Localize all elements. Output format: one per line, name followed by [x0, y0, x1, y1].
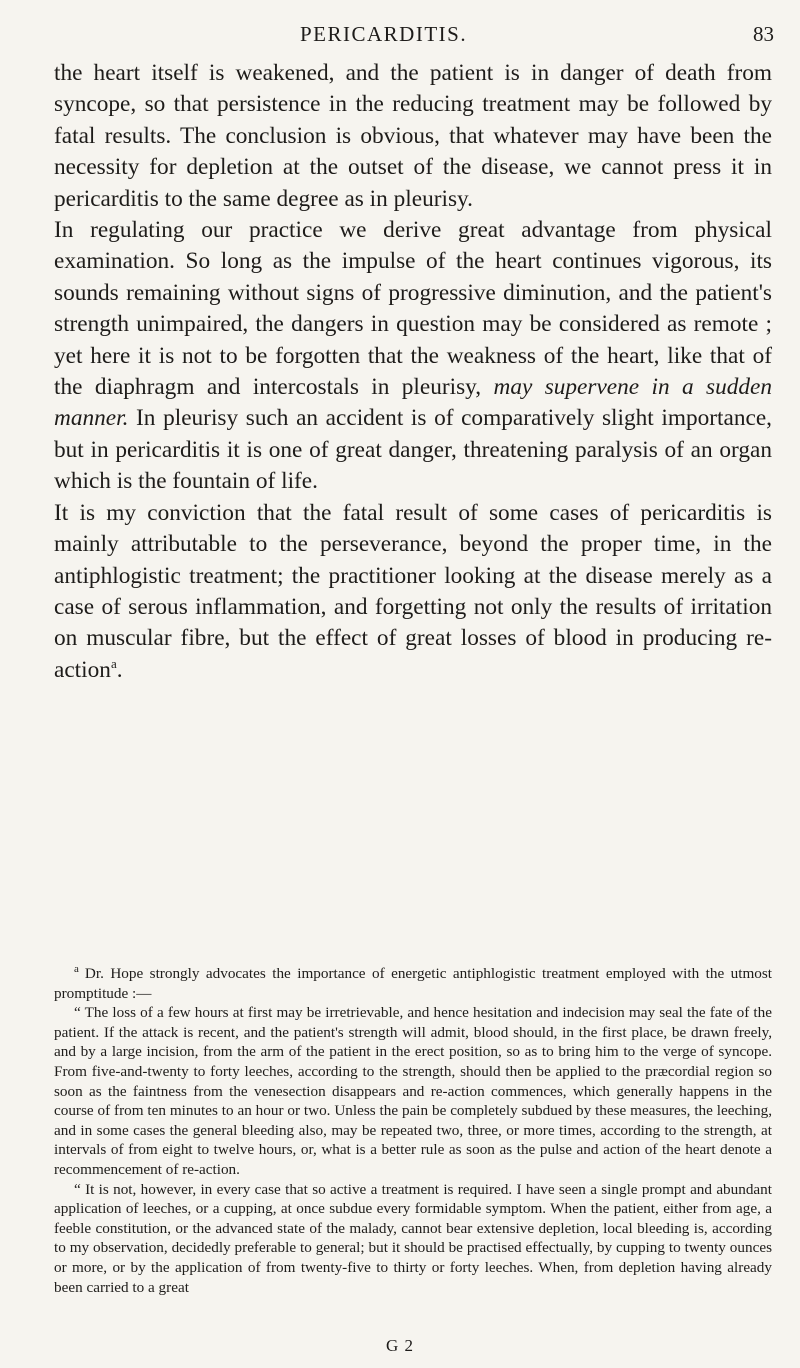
paragraph-3-end: . — [116, 656, 123, 683]
running-header — [0, 22, 800, 50]
footnote-quote-2: “ It is not, however, in every case that so active a treatment is required. I have seen a single prompt and abundant application of leeches, or a cupping, at once subdue every formidable symptom. When the patient, either from age, a feeble constitution, or the advanced state of the malady, cannot bear extensive depletion, local bleeding is, according to my observation, decidedly preferable to general; but it should be practised effectually, by cupping to twenty ounces or more, or by the application of from twenty-five to thirty or forty leeches. When, from depletion having already been carried to a great — [54, 1180, 772, 1296]
paragraph-3 — [54, 498, 772, 686]
running-title: PERICARDITIS. — [300, 22, 468, 46]
paragraph-2-italic: may supervene in a sudden manner. — [54, 374, 772, 432]
paragraph-1: the heart itself is weakened, and the patient is in danger of death from syncope, so that persistence in the reducing treatment may be followed by fatal results. The conclusion is obvious, that whatever may have been the necessity for depletion at the outset of the disease, we cannot press it in pericarditis to the same degree as in pleurisy. — [54, 60, 772, 212]
page-number: 83 — [753, 22, 774, 46]
footnote-intro — [54, 964, 772, 1003]
footnote-marker: a — [74, 962, 79, 975]
signature-mark: G 2 — [385, 1336, 415, 1355]
footnote-intro-text: Dr. Hope strongly advocates the importance of energetic antiphlogistic treatment employed with the utmost promptitude :— — [54, 965, 772, 1002]
paragraph-3-text: It is my conviction that the fatal result of some cases of pericarditis is mainly attributable to the perseverance, beyond the proper time, in the antiphlogistic treatment; the practitioner looking at the disease merely as a case of serous inflammation, and forgetting not only the results of irritation on muscular fibre, but the effect of great losses of blood in producing re-action — [54, 499, 772, 683]
footnote-quote-1: “ The loss of a few hours at first may be irretrievable, and hence hesitation and indecision may seal the fate of the patient. If the attack is recent, and the patient's strength will admit, blood should, in the first place, be drawn freely, and by a large incision, from the arm of the patient in the erect position, so as to bring him to the verge of syncope. From five-and-twenty to forty leeches, according to the strength, should then be applied to the præcordial region so soon as the faintness from the venesection disappears and re-action commences, which generally happens in the course of from ten minutes to an hour or two. Unless the pain be completely subdued by these measures, the leeching, and in some cases the general bleeding also, may be repeated two, three, or more times, according to the strength, at intervals of from eight to twelve hours, or, what is a better rule as soon as the pulse and action of the heart denote a recommencement of re-action. — [54, 1004, 772, 1178]
main-text — [54, 58, 772, 686]
footnote-block — [54, 964, 772, 1297]
paragraph-2-end: In pleurisy such an accident is of comparatively slight importance, but in pericarditis it is one of great danger, threatening paralysis of an organ which is the fountain of life. — [54, 405, 772, 495]
footnote-reference[interactable]: a — [110, 655, 117, 671]
paragraph-2 — [54, 215, 772, 498]
paragraph-2-start: In regulating our practice we derive great advantage from physical examination. So long as the impulse of the heart continues vigorous, its sounds remaining without signs of progressive diminution, and the patient's strength unimpaired, the dangers in question may be considered as remote ; yet here it is not to be forgotten that the weakness of the heart, like that of the diaphragm and intercostals in pleurisy, — [54, 217, 772, 401]
